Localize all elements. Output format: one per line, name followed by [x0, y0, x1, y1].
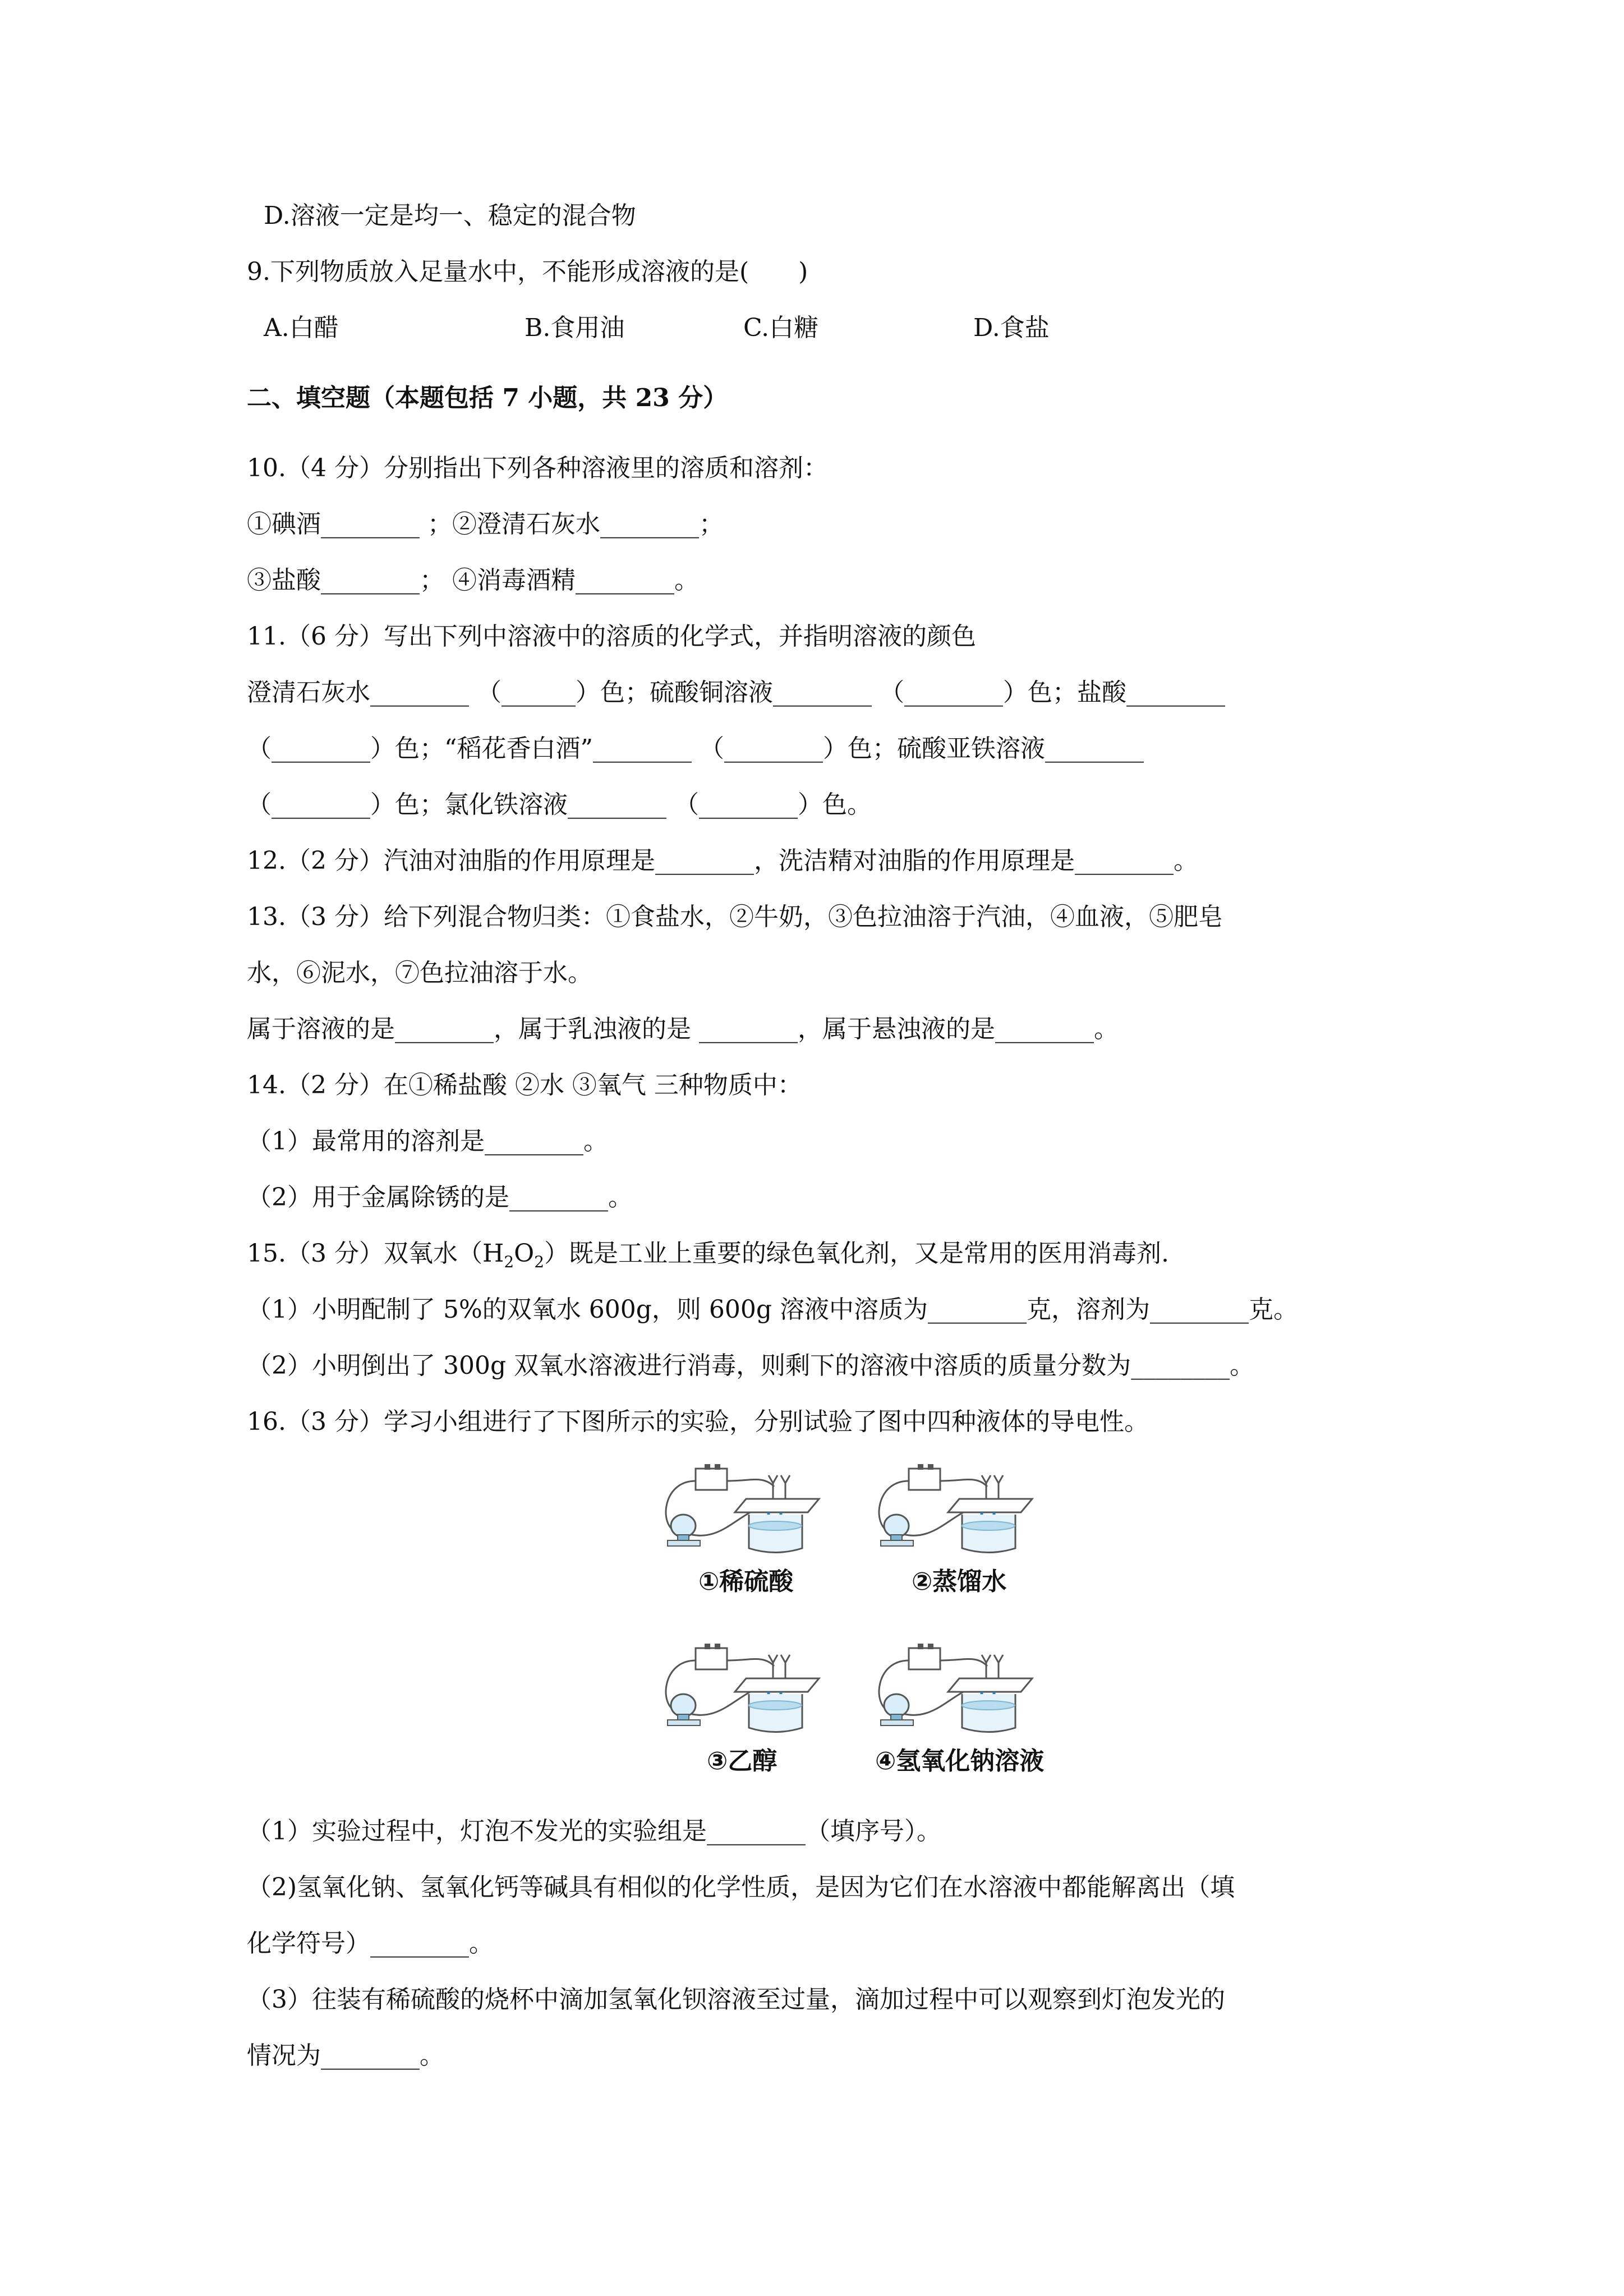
- q11-line2: （________）色；“稻花香白酒”________ （________）色；硫酸亚铁溶液________: [247, 734, 1144, 763]
- q13-answer-line: 属于溶液的是________，属于乳浊液的是 ________，属于悬浊液的是________。: [247, 1015, 1119, 1043]
- q15-subscript: 2: [504, 1252, 514, 1271]
- q16-sub3-line1: （3）往装有稀硫酸的烧杯中滴加氢氧化钡溶液至过量，滴加过程中可以观察到灯泡发光的: [247, 1985, 1225, 2014]
- q14-sub2: （2）用于金属除锈的是________。: [247, 1183, 633, 1212]
- apparatus-4-icon: [879, 1644, 1032, 1732]
- q9-option-a: A.白醋: [264, 314, 339, 342]
- figure-caption-2: ②蒸馏水: [912, 1567, 1007, 1596]
- apparatus-2-icon: [879, 1464, 1032, 1553]
- q9-option-c: C.白糖: [743, 314, 819, 342]
- section-heading: 二、填空题（本题包括 7 小题，共 23 分）: [247, 384, 728, 412]
- figure-caption-3: ③乙醇: [707, 1747, 778, 1775]
- q14-stem: 14.（2 分）在①稀盐酸 ②水 ③氧气 三种物质中：: [247, 1071, 802, 1099]
- q15-sub1: （1）小明配制了 5%的双氧水 600g，则 600g 溶液中溶质为________克，溶剂为________克。: [247, 1295, 1299, 1324]
- q16-sub1: （1）实验过程中，灯泡不发光的实验组是________（填序号）。: [247, 1817, 941, 1846]
- q14-sub1: （1）最常用的溶剂是________。: [247, 1127, 608, 1156]
- apparatus-1-icon: [666, 1464, 819, 1553]
- q9-stem: 9.下列物质放入足量水中，不能形成溶液的是( ): [247, 257, 808, 286]
- q12-stem: 12.（2 分）汽油对油脂的作用原理是________，洗洁精对油脂的作用原理是________。: [247, 846, 1198, 875]
- q13-stem-line1: 13.（3 分）给下列混合物归类：①食盐水，②牛奶，③色拉油溶于汽油，④血液，⑤肥皂: [247, 903, 1223, 931]
- q15-stem-o: O: [514, 1239, 535, 1268]
- q16-sub3-line2: 情况为________。: [247, 2041, 444, 2070]
- q9-option-b: B.食用油: [525, 314, 625, 342]
- q10-line1: ①碘酒________ ；②澄清石灰水________；: [247, 510, 724, 539]
- q11-stem: 11.（6 分）写出下列中溶液中的溶质的化学式，并指明溶液的颜色: [247, 622, 976, 651]
- q15-stem-suffix: ）既是工业上重要的绿色氧化剂，又是常用的医用消毒剂.: [544, 1239, 1170, 1268]
- q16-sub2-line1: （2)氢氧化钠、氢氧化钙等碱具有相似的化学性质，是因为它们在水溶液中都能解离出（填: [247, 1873, 1235, 1902]
- q11-line3: （________）色；氯化铁溶液________ （________）色。: [247, 790, 872, 819]
- q16-stem: 16.（3 分）学习小组进行了下图所示的实验，分别试验了图中四种液体的导电性。: [247, 1407, 1149, 1436]
- q8-option-d: D.溶液一定是均一、稳定的混合物: [264, 201, 636, 230]
- apparatus-3-icon: [666, 1644, 819, 1732]
- q9-option-d: D.食盐: [973, 314, 1050, 342]
- q11-line1: 澄清石灰水________ （______）色；硫酸铜溶液________ （________）色；盐酸________: [247, 678, 1225, 707]
- figure-caption-4: ④氢氧化钠溶液: [875, 1747, 1045, 1775]
- q15-subscript: 2: [534, 1252, 545, 1271]
- q10-stem: 10.（4 分）分别指出下列各种溶液里的溶质和溶剂：: [247, 454, 828, 482]
- q16-sub2-line2: 化学符号）________。: [247, 1929, 494, 1958]
- figure-caption-1: ①稀硫酸: [698, 1567, 794, 1596]
- q13-stem-line2: 水，⑥泥水，⑦色拉油溶于水。: [247, 959, 592, 987]
- q15-stem: [247, 1237, 1169, 1279]
- q15-stem-prefix: 15.（3 分）双氧水（H: [247, 1239, 504, 1268]
- q15-sub2: （2）小明倒出了 300g 双氧水溶液进行消毒，则剩下的溶液中溶质的质量分数为________。: [247, 1351, 1255, 1380]
- q10-line2: ③盐酸________； ④消毒酒精________。: [247, 566, 699, 595]
